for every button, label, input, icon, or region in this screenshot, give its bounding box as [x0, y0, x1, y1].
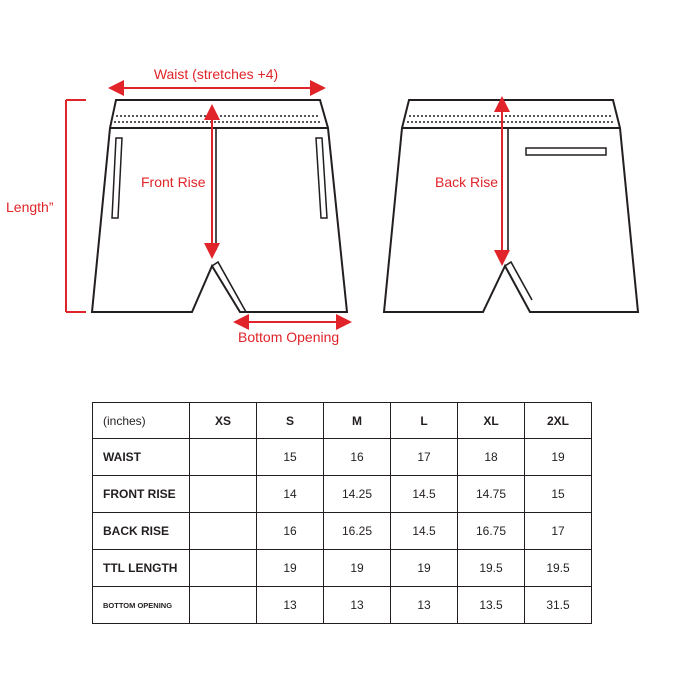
table-corner-cell: (inches): [93, 403, 190, 439]
table-cell: [190, 550, 257, 587]
table-cell: 16: [324, 439, 391, 476]
back-rise-label: Back Rise: [435, 174, 499, 190]
table-cell: 15: [257, 439, 324, 476]
length-label: Length”: [6, 199, 54, 215]
size-header: M: [324, 403, 391, 439]
front-rise-label: Front Rise: [141, 174, 206, 190]
front-shorts-outline: [92, 100, 347, 312]
length-bracket: [66, 100, 86, 312]
table-cell: [190, 476, 257, 513]
table-cell: [190, 439, 257, 476]
table-cell: 17: [525, 513, 592, 550]
size-header: L: [391, 403, 458, 439]
table-header-row: [93, 403, 592, 439]
bottom-opening-label: Bottom Opening: [238, 329, 340, 345]
table-cell: 19.5: [525, 550, 592, 587]
table-row: [93, 513, 592, 550]
table-cell: 19: [391, 550, 458, 587]
table-row: [93, 476, 592, 513]
row-label: BACK RISE: [93, 513, 190, 550]
table-cell: 16.25: [324, 513, 391, 550]
table-cell: 17: [391, 439, 458, 476]
table-cell: 14.25: [324, 476, 391, 513]
size-header: XL: [458, 403, 525, 439]
table-cell: 14.75: [458, 476, 525, 513]
table-row: [93, 439, 592, 476]
table-cell: 16.75: [458, 513, 525, 550]
size-header: S: [257, 403, 324, 439]
table-cell: 14.5: [391, 513, 458, 550]
table-cell: 13.5: [458, 587, 525, 624]
table-row: [93, 550, 592, 587]
table-cell: [190, 587, 257, 624]
row-label: BOTTOM OPENING: [93, 587, 190, 624]
row-label: FRONT RISE: [93, 476, 190, 513]
table-cell: 19: [525, 439, 592, 476]
size-header: XS: [190, 403, 257, 439]
table-cell: 13: [391, 587, 458, 624]
table-cell: [190, 513, 257, 550]
table-cell: 13: [324, 587, 391, 624]
table-cell: 19: [257, 550, 324, 587]
table-cell: 13: [257, 587, 324, 624]
table-cell: 15: [525, 476, 592, 513]
back-shorts-outline: [384, 100, 638, 312]
table-cell: 31.5: [525, 587, 592, 624]
row-label: WAIST: [93, 439, 190, 476]
row-label: TTL LENGTH: [93, 550, 190, 587]
table-cell: 14.5: [391, 476, 458, 513]
table-cell: 14: [257, 476, 324, 513]
table-cell: 19: [324, 550, 391, 587]
size-header: 2XL: [525, 403, 592, 439]
size-chart-table: [92, 402, 592, 624]
waist-label: Waist (stretches +4): [153, 66, 279, 82]
table-cell: 18: [458, 439, 525, 476]
table-row: [93, 587, 592, 624]
table-cell: 19.5: [458, 550, 525, 587]
table-cell: 16: [257, 513, 324, 550]
